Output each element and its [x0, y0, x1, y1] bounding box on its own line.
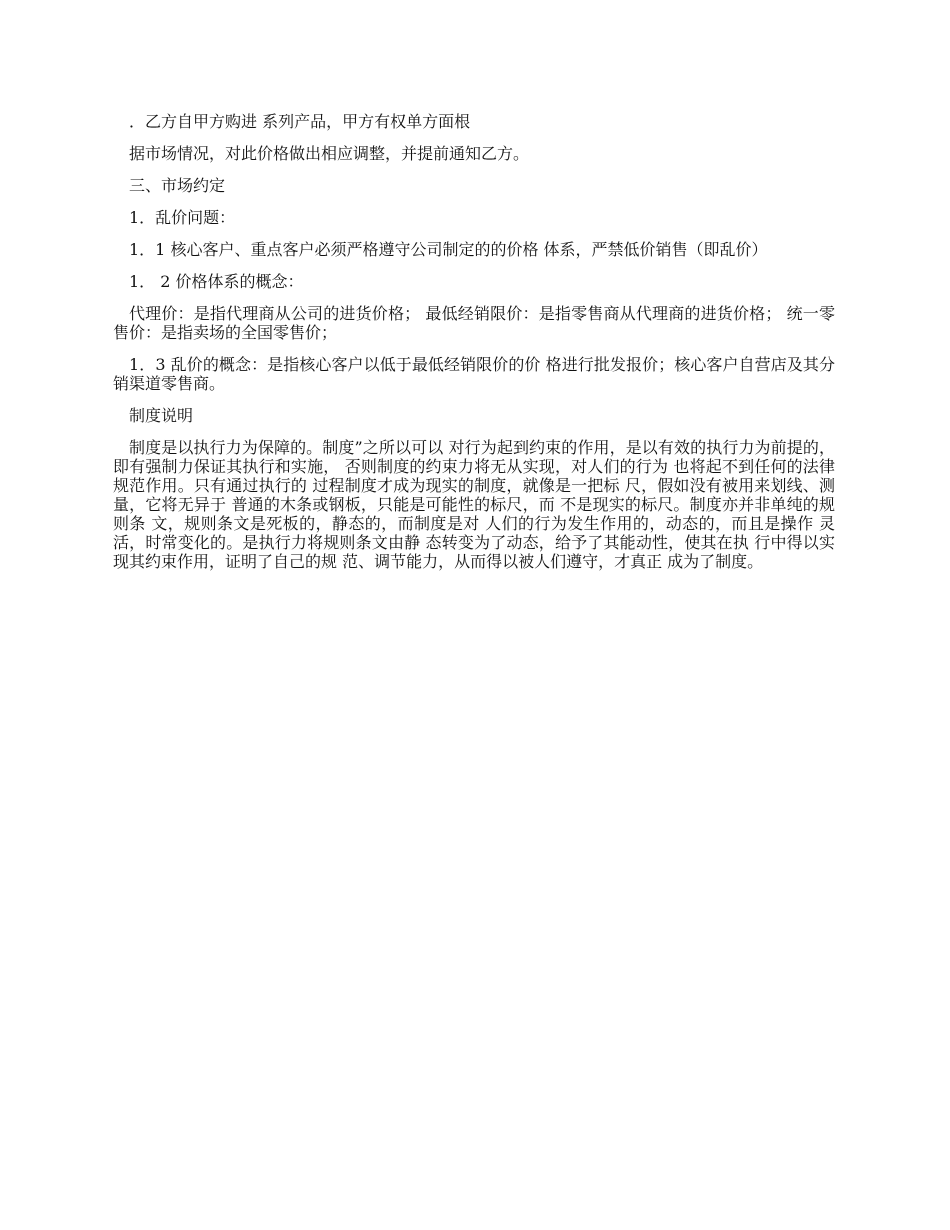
document-body [113, 112, 835, 584]
section-heading-market: 三、市场约定 [129, 176, 226, 195]
paragraph-price-adjust-1: ．乙方自甲方购进 系列产品，甲方有权单方面根 [129, 112, 471, 131]
section-heading-system-note: 制度说明 [129, 406, 194, 425]
paragraph-price-adjust-2: 据市场情况，对此价格做出相应调整，并提前通知乙方。 [129, 144, 530, 163]
paragraph-price-definitions: 代理价：是指代理商从公司的进货价格； 最低经销限价：是指零售商从代理商的进货价格； 统一零售价：是指卖场的全国零售价； [113, 304, 835, 342]
paragraph-core-customers: 1．1 核心客户、重点客户必须严格遵守公司制定的的价格 体系，严禁低价销售（即乱价） [129, 240, 768, 259]
paragraph-price-disorder: 1．乱价问题： [129, 208, 236, 227]
paragraph-price-disorder-concept: 1．3 乱价的概念：是指核心客户以低于最低经销限价的价 格进行批发报价；核心客户自营店及其分销渠道零售商。 [113, 355, 835, 393]
paragraph-system-explanation: 制度是以执行力为保障的。制度”之所以可以 对行为起到约束的作用，是以有效的执行力为前提的，即有强制力保证其执行和实施， 否则制度的约束力将无从实现，对人们的行为 也将起不到任何的法律规范作用。只有通过执行的 过程制度才成为现实的制度，就像是一把标 尺，假如没有被用来划线、测量，它将无异于 普通的木条或钢板，只能是可能性的标尺，而 不是现实的标尺。制度亦并非单纯的规则条 文，规则条文是死板的，静态的，而制度是对 人们的行为发生作用的，动态的，而且是操作 灵活，时常变化的。是执行力将规则条文由静 态转变为了动态，给予了其能动性，使其在执 行中得以实现其约束作用，证明了自己的规 范、调节能力，从而得以被人们遵守，才真正 成为了制度。 [113, 438, 835, 571]
paragraph-price-system-concept: 1． 2 价格体系的概念： [129, 272, 304, 291]
